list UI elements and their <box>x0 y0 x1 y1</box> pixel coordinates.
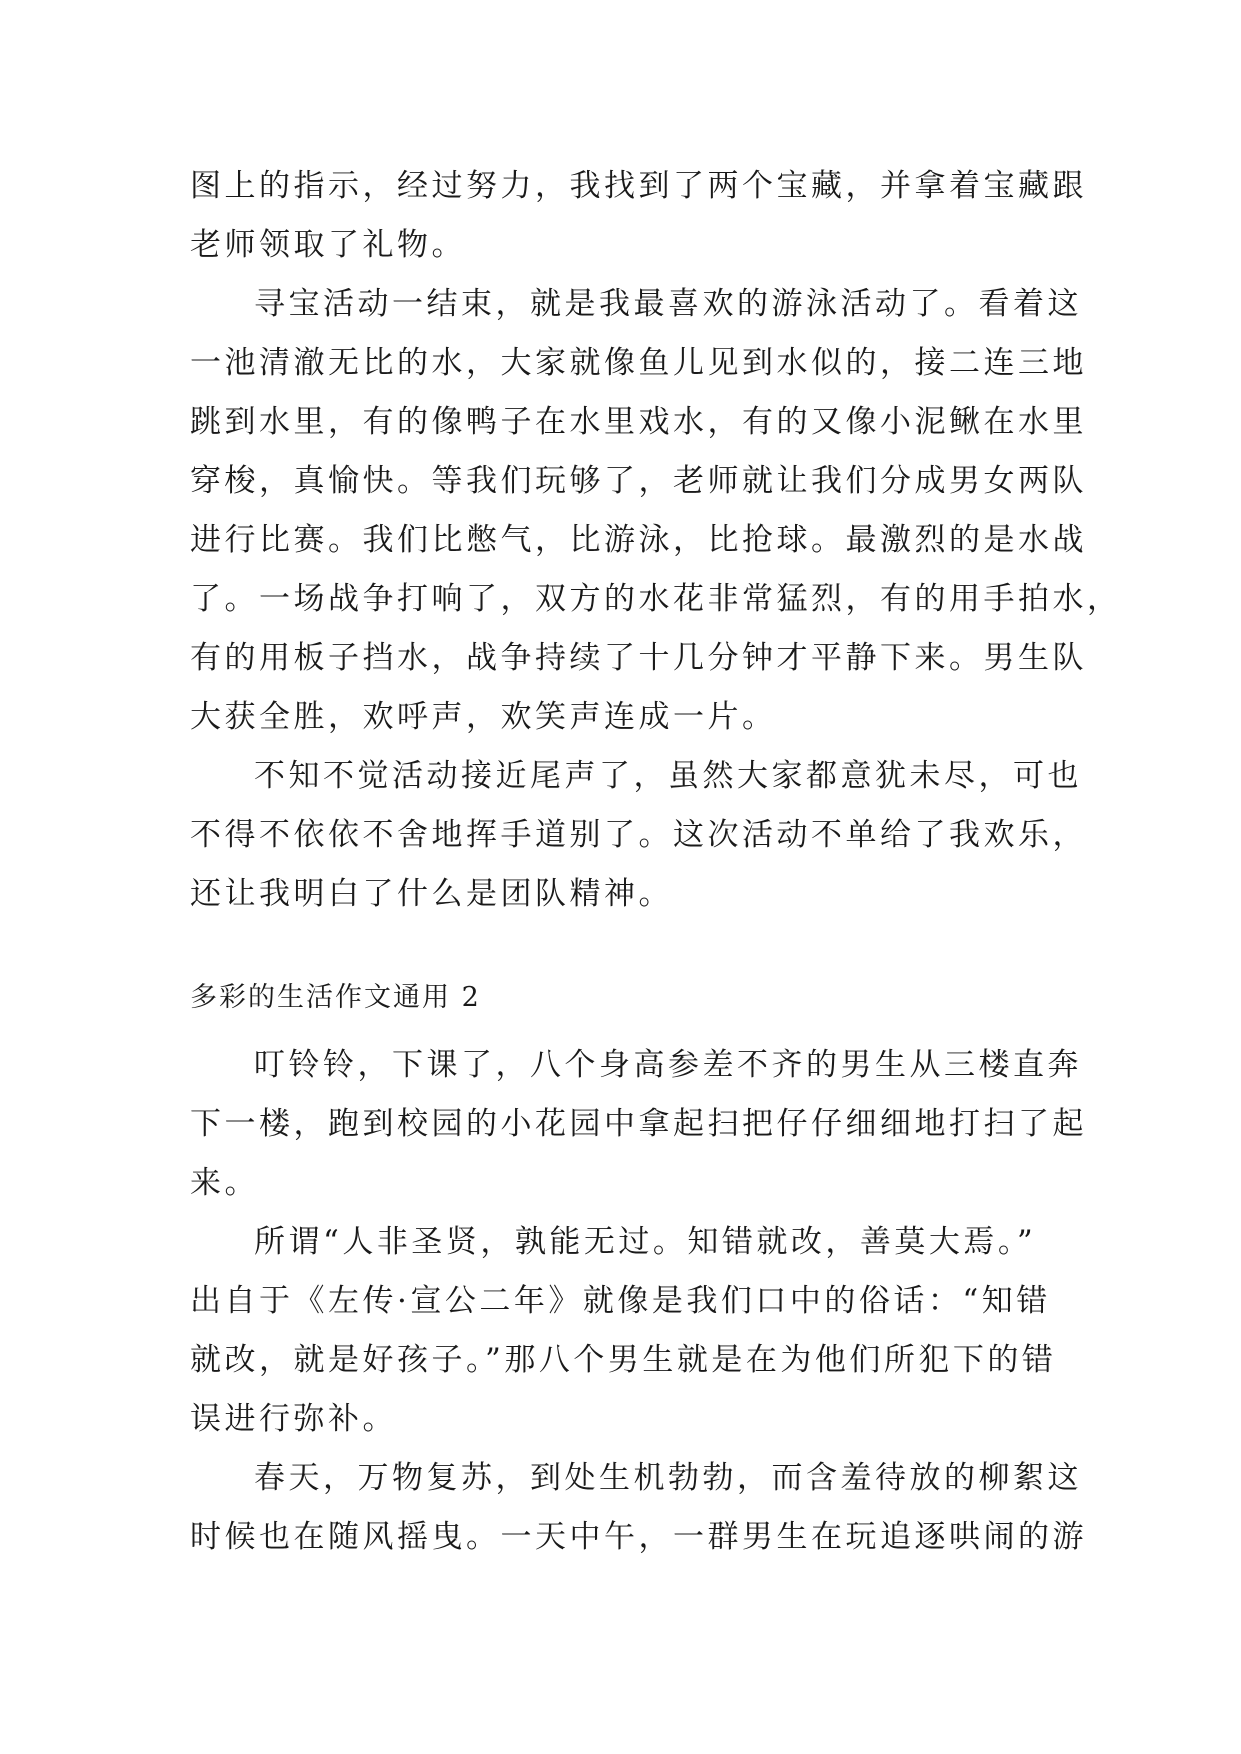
paragraph-line: 有的用板子挡水，战争持续了十几分钟才平静下来。男生队 <box>190 640 1087 676</box>
paragraph-line: 就改，就是好孩子。”那八个男生就是在为他们所犯下的错 <box>190 1342 1057 1378</box>
section-title: 多彩的生活作文通用 2 <box>190 982 481 1013</box>
paragraph-line: 不得不依依不舍地挥手道别了。这次活动不单给了我欢乐， <box>190 817 1087 853</box>
paragraph-line: 不知不觉活动接近尾声了，虽然大家都意犹未尽，可也 <box>254 758 1082 794</box>
paragraph-line: 图上的指示，经过努力，我找到了两个宝藏，并拿着宝藏跟 <box>190 168 1087 204</box>
paragraph-line: 进行比赛。我们比憋气，比游泳，比抢球。最激烈的是水战 <box>190 522 1087 558</box>
paragraph-line: 出自于《左传·宣公二年》就像是我们口中的俗话：“知错 <box>190 1283 1051 1319</box>
paragraph-line: 误进行弥补。 <box>190 1401 397 1437</box>
paragraph-line: 穿梭，真愉快。等我们玩够了，老师就让我们分成男女两队 <box>190 463 1087 499</box>
paragraph-line: 春天，万物复苏，到处生机勃勃，而含羞待放的柳絮这 <box>254 1460 1082 1496</box>
paragraph-line: 来。 <box>190 1165 259 1201</box>
paragraph-line: 下一楼，跑到校园的小花园中拿起扫把仔仔细细地打扫了起 <box>190 1106 1087 1142</box>
paragraph-line: 大获全胜，欢呼声，欢笑声连成一片。 <box>190 699 777 735</box>
paragraph-line: 还让我明白了什么是团队精神。 <box>190 876 673 912</box>
paragraph-line: 跳到水里，有的像鸭子在水里戏水，有的又像小泥鳅在水里 <box>190 404 1087 440</box>
paragraph-line: 一池清澈无比的水，大家就像鱼儿见到水似的，接二连三地 <box>190 345 1087 381</box>
paragraph-line: 老师领取了礼物。 <box>190 227 466 263</box>
paragraph-line: 时候也在随风摇曳。一天中午，一群男生在玩追逐哄闹的游 <box>190 1519 1087 1555</box>
paragraph-line: 寻宝活动一结束，就是我最喜欢的游泳活动了。看着这 <box>254 286 1082 322</box>
paragraph-line: 叮铃铃，下课了，八个身高参差不齐的男生从三楼直奔 <box>254 1047 1082 1083</box>
paragraph-line: 所谓“人非圣贤，孰能无过。知错就改，善莫大焉。” <box>254 1224 1037 1260</box>
paragraph-line: 了。一场战争打响了，双方的水花非常猛烈，有的用手拍水， <box>190 581 1122 617</box>
